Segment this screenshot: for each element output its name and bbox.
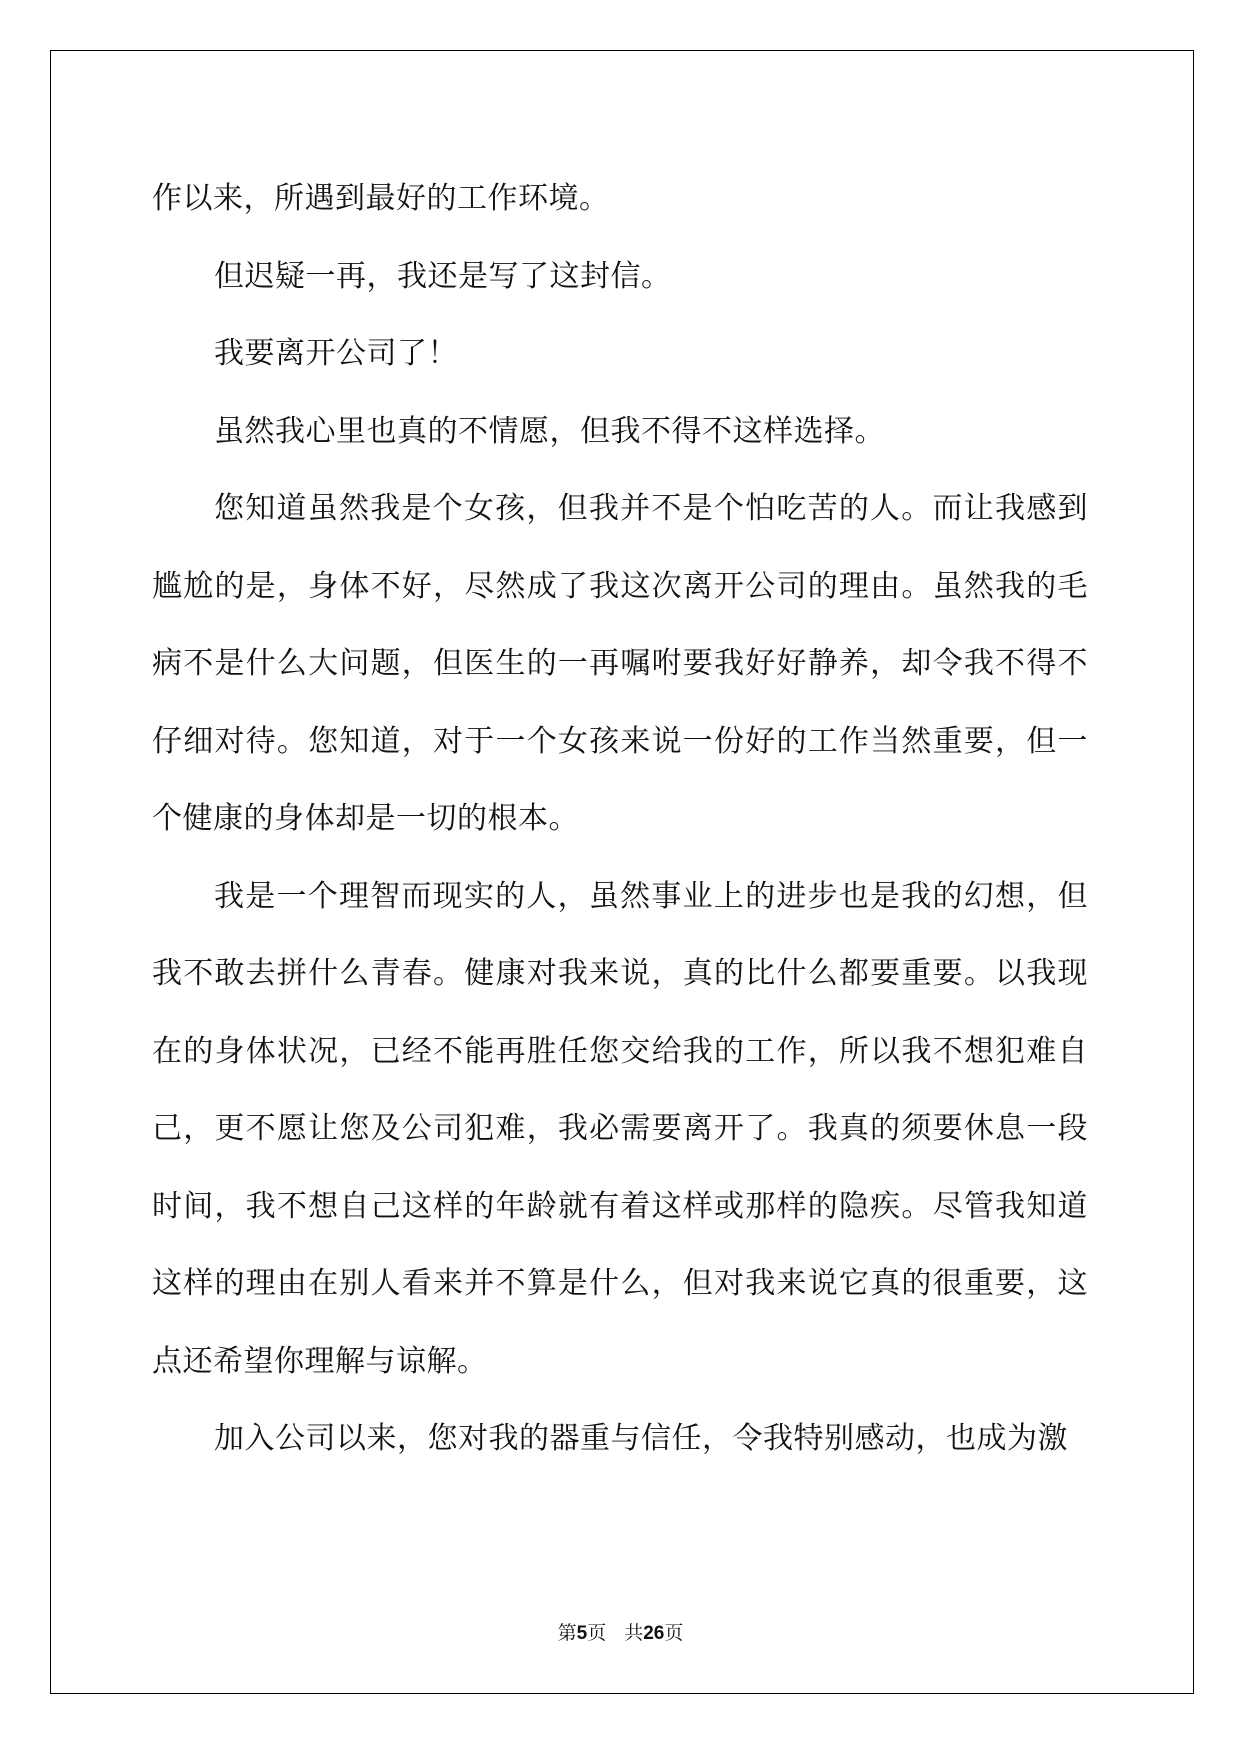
document-body — [152, 160, 1088, 1478]
paragraph-1: 作以来，所遇到最好的工作环境。 — [152, 181, 610, 216]
paragraph-6: 我是一个理智而现实的人，虽然事业上的进步也是我的幻想，但我不敢去拼什么青春。健康对我来说，真的比什么都要重要。以我现在的身体状况，已经不能再胜任您交给我的工作，所以我不想犯难自己，更不愿让您及公司犯难，我必需要离开了。我真的须要休息一段时间，我不想自己这样的年龄就有着这样或那样的隐疾。尽管我知道这样的理由在别人看来并不算是什么，但对我来说它真的很重要，这点还希望你理解与谅解。 — [152, 878, 1088, 1379]
page-footer — [0, 1620, 1241, 1647]
page-suffix: 页 — [587, 1622, 607, 1644]
page-prefix: 第 — [557, 1622, 577, 1644]
paragraph-2: 但迟疑一再，我还是写了这封信。 — [214, 258, 672, 294]
total-pages: 26 — [643, 1623, 665, 1644]
total-prefix: 共 — [624, 1622, 644, 1644]
page-number: 5 — [576, 1623, 588, 1644]
total-suffix: 页 — [664, 1622, 684, 1644]
paragraph-5: 您知道虽然我是个女孩，但我并不是个怕吃苦的人。而让我感到尴尬的是，身体不好，尽然成了我这次离开公司的理由。虽然我的毛病不是什么大问题，但医生的一再嘱咐要我好好静养，却令我不得不仔细对待。您知道，对于一个女孩来说一份好的工作当然重要，但一个健康的身体却是一切的根本。 — [152, 491, 1088, 836]
paragraph-4: 虽然我心里也真的不情愿，但我不得不这样选择。 — [214, 413, 885, 449]
paragraph-7: 加入公司以来，您对我的器重与信任，令我特别感动，也成为激 — [214, 1421, 1068, 1456]
paragraph-3: 我要离开公司了！ — [214, 336, 458, 371]
